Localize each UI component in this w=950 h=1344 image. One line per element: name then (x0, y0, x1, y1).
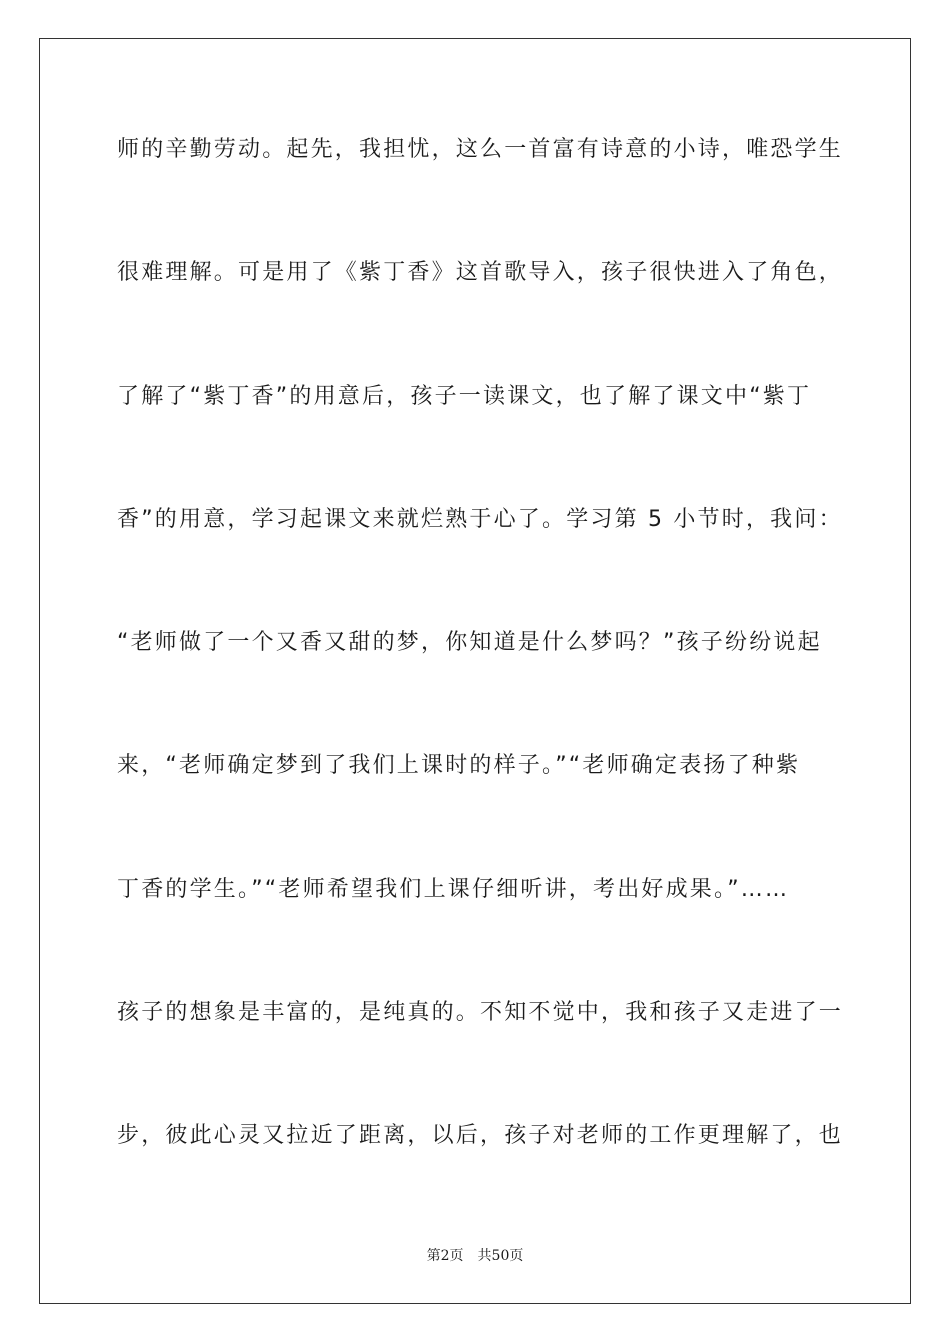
text-line-6: 来，“老师确定梦到了我们上课时的样子。”“老师确定表扬了种紫 (117, 753, 801, 779)
text-line-1: 师的辛勤劳动。起先，我担忧，这么一首富有诗意的小诗，唯恐学生 (117, 137, 844, 162)
text-line-8: 孩子的想象是丰富的，是纯真的。不知不觉中，我和孩子又走进了一 (117, 1000, 844, 1026)
text-line-5: “老师做了一个又香又甜的梦，你知道是什么梦吗？”孩子纷纷说起 (117, 630, 822, 656)
document-body (117, 128, 844, 1238)
text-line-2: 很难理解。可是用了《紫丁香》这首歌导入，孩子很快进入了角色， (117, 260, 844, 286)
text-line-9: 步，彼此心灵又拉近了距离，以后，孩子对老师的工作更理解了，也 (117, 1123, 844, 1149)
text-line-7: 丁香的学生。”“老师希望我们上课仔细听讲，考出好成果。”…… (117, 876, 790, 902)
text-line-4: 香”的用意，学习起课文来就烂熟于心了。学习第 5 小节时，我问： (117, 506, 843, 532)
current-page-number: 第2页 (426, 1248, 464, 1264)
total-pages: 共50页 (477, 1248, 524, 1264)
text-line-3: 了解了“紫丁香”的用意后，孩子一读课文，也了解了课文中“紫丁 (117, 383, 812, 409)
page-footer (0, 1245, 950, 1265)
